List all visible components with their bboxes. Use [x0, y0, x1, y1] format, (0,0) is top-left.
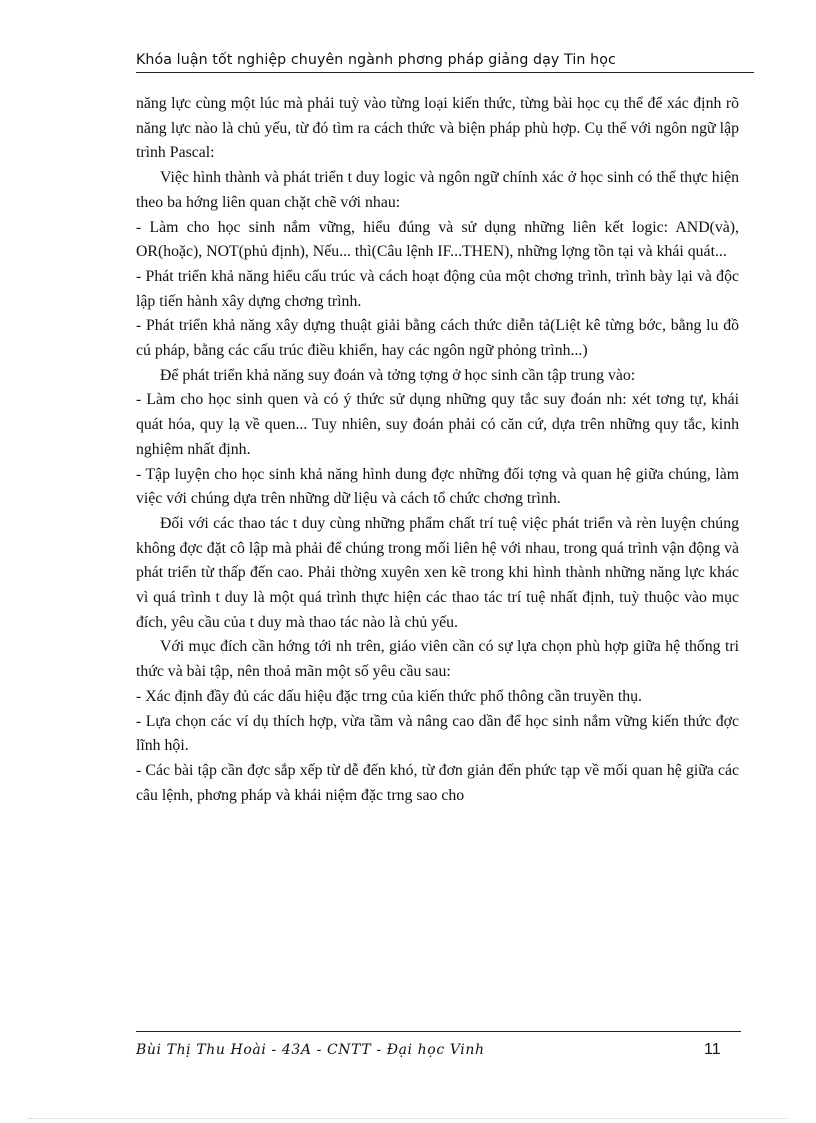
page-border-dotted [28, 1118, 788, 1119]
bullet-item: - Làm cho học sinh nắm vững, hiểu đúng và sử dụng những liên kết logic: AND(và), OR(hoặc), NOT(phủ định), Nếu... thì(Câu lệnh IF...THEN), những lợng tồn tại và khái quát... [136, 218, 739, 261]
document-body [136, 92, 739, 808]
bullet-item: - Phát triển khả năng xây dựng thuật giải bằng cách thức diễn tả(Liệt kê từng bớc, bằng lu đồ cú pháp, bằng các cấu trúc điều khiển, hay các ngôn ngữ phỏng trình...) [136, 317, 739, 360]
footer-divider [136, 1031, 741, 1032]
paragraph: Đối với các thao tác t duy cùng những phẩm chất trí tuệ việc phát triển và rèn luyện chúng không đợc đặt cô lập mà phải để chúng trong mối liên hệ với nhau, trong quá trình vận động và phát triển từ thấp đến cao. Phải thờng xuyên xen kẽ trong khi hình thành những năng lực khác vì quá trình t duy là một quá trình thực hiện các thao tác trí tuệ nhất định, tuỳ thuộc vào mục đích, yêu cầu của t duy mà thao tác nào là chủ yếu. [136, 514, 739, 631]
header-title: Khóa luận tốt nghiệp chuyên ngành phơng pháp giảng dạy Tin học [136, 52, 616, 68]
paragraph: Để phát triển khả năng suy đoán và tởng tợng ở học sinh cần tập trung vào: [160, 366, 636, 384]
page-header [136, 50, 754, 73]
paragraph-continuation: năng lực cùng một lúc mà phải tuỳ vào từng loại kiến thức, từng bài học cụ thể để xác định rõ năng lực nào là chủ yếu, từ đó tìm ra cách thức và biện pháp phù hợp. Cụ thể với ngôn ngữ lập trình Pascal: [136, 95, 739, 162]
footer-author: Bùi Thị Thu Hoài - 43A - CNTT - Đại học Vinh [136, 1042, 485, 1058]
paragraph: Với mục đích cần hớng tới nh trên, giáo viên cần có sự lựa chọn phù hợp giữa hệ thống tri thức và bài tập, nên thoả mãn một số yêu cầu sau: [136, 638, 739, 681]
bullet-item: - Làm cho học sinh quen và có ý thức sử dụng những quy tắc suy đoán nh: xét tơng tự, khái quát hóa, quy lạ về quen... Tuy nhiên, suy đoán phải có căn cứ, dựa trên những quy tắc, kinh nghiệm nhất định. [136, 391, 739, 458]
bullet-item: - Phát triển khả năng hiểu cấu trúc và cách hoạt động của một chơng trình, trình bày lại và độc lập tiến hành xây dựng chơng trình. [136, 267, 739, 310]
bullet-item: - Tập luyện cho học sinh khả năng hình dung đợc những đối tợng và quan hệ giữa chúng, làm việc với chúng dựa trên những dữ liệu và cách tổ chức chơng trình. [136, 465, 739, 508]
page-number: 11 [704, 1041, 721, 1058]
bullet-item: - Các bài tập cần đợc sắp xếp từ dễ đến khó, từ đơn giản đến phức tạp về mối quan hệ giữa các câu lệnh, phơng pháp và khái niệm đặc trng sao cho [136, 761, 739, 804]
paragraph: Việc hình thành và phát triển t duy logic và ngôn ngữ chính xác ở học sinh có thể thực hiện theo ba hớng liên quan chặt chẽ với nhau: [136, 169, 739, 211]
bullet-item: - Lựa chọn các ví dụ thích hợp, vừa tầm và nâng cao dần để học sinh nắm vững kiến thức đợc lĩnh hội. [136, 712, 739, 755]
bullet-item: - Xác định đầy đủ các dấu hiệu đặc trng của kiến thức phổ thông cần truyền thụ. [136, 687, 642, 705]
